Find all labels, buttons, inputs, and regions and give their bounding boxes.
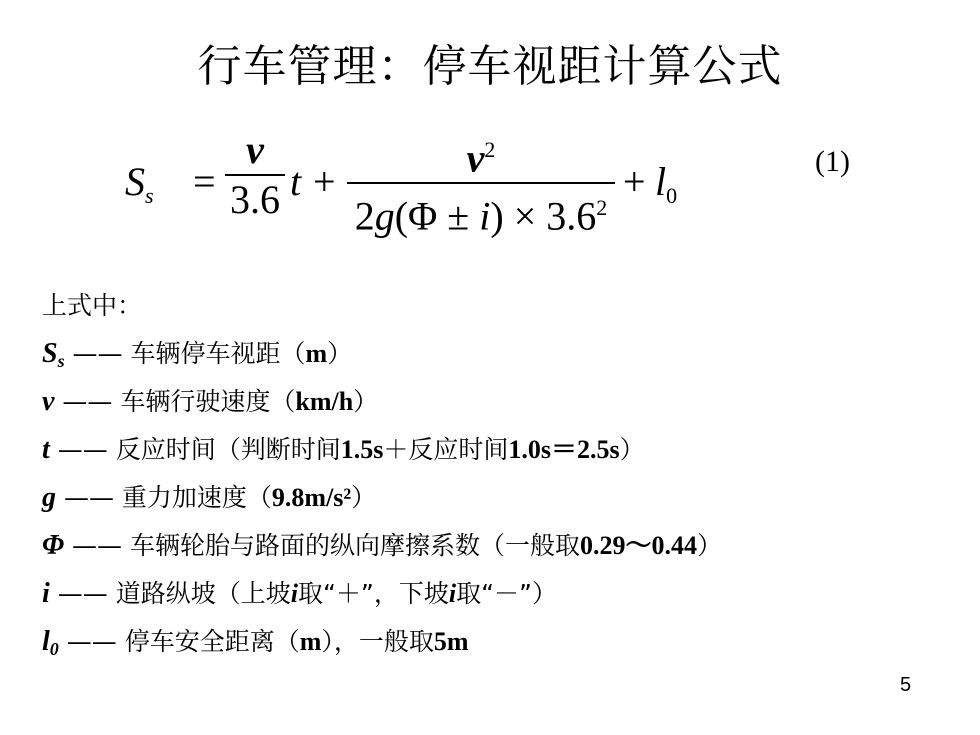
fraction-v-over-3-6: v 3.6 [225, 128, 285, 222]
definition-row: $S_s$ —— 车辆停车视距（m） [42, 338, 353, 371]
definition-row: Φ —— 车辆轮胎与路面的纵向摩擦系数（一般取0.29～0.44） [42, 530, 723, 561]
equation-number: (1) [815, 145, 850, 178]
definition-row: v —— 车辆行驶速度（km/h） [42, 386, 379, 417]
formula-l0: $l_0$ [655, 159, 678, 208]
formula-plus-2: + [623, 159, 646, 204]
formula-equals: = [193, 159, 216, 204]
definition-row: i —— 道路纵坡（上坡i取“＋”，下坡i取“－”） [42, 578, 557, 609]
formula-t: t [290, 159, 302, 204]
formula-plus-1: + [313, 159, 336, 204]
definition-row: g —— 重力加速度（9.8m/s²） [42, 482, 377, 513]
definition-row: t —— 反应时间（判断时间1.5s＋反应时间1.0s＝2.5s） [42, 434, 645, 465]
formula-lhs: $S_s$ [125, 159, 154, 208]
stopping-distance-formula [125, 128, 745, 238]
intro-line: 上式中： [42, 291, 143, 320]
page-number: 5 [900, 674, 912, 696]
fraction-braking-term: $v^2$ $2g(\Phi \pm i) \times 3.6^2$ [347, 128, 615, 239]
definition-row: $l_0$ —— 停车安全距离（m），一般取5m [42, 626, 469, 659]
slide-title: 行车管理：停车视距计算公式 [197, 41, 783, 92]
definitions-block [42, 282, 942, 666]
